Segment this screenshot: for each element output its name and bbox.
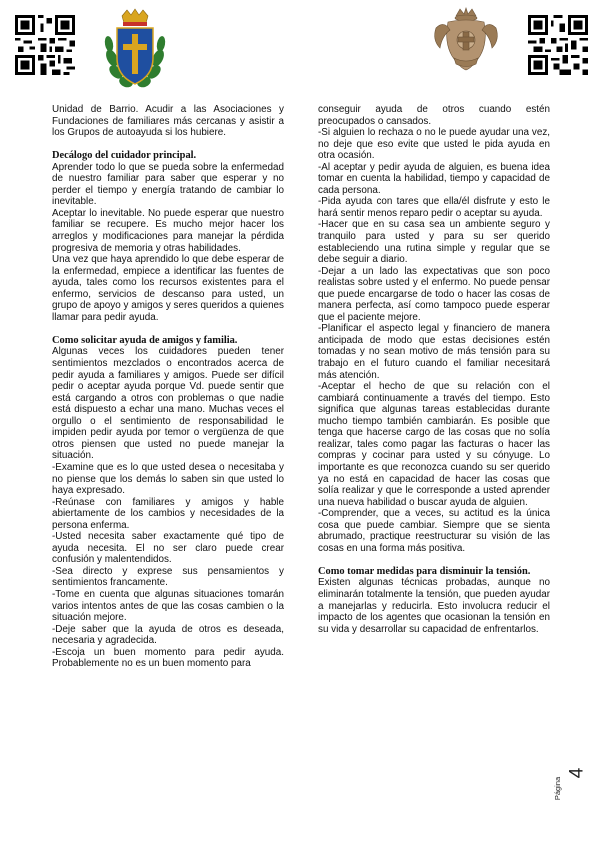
- section-heading: Como solicitar ayuda de amigos y familia.: [52, 334, 238, 346]
- section-heading: Como tomar medidas para disminuir la tensión.: [318, 565, 531, 577]
- page-number: 4: [566, 767, 588, 779]
- paragraph: Aceptar lo inevitable. No puede esperar que nuestro familiar se recupere. Es mucho mejor hacer los arreglos y modificaciones para manejar la pérdida progresiva de memoria y otras habilidades.: [52, 207, 284, 254]
- paragraph: -Si alguien lo rechaza o no le puede ayudar una vez, no deje que eso evite que usted le pida ayuda en otra ocasión.: [318, 127, 550, 162]
- qr-code-icon: [528, 15, 588, 75]
- right-text-column: [318, 104, 550, 635]
- page-label: Página: [553, 776, 563, 801]
- paragraph-gap: [318, 554, 550, 566]
- paragraph: Aprender todo lo que se pueda sobre la enfermedad de nuestro familiar para saber que esperar y no perder el tiempo y energía tratando de cambiar lo inevitable.: [52, 161, 284, 208]
- paragraph: -Tome en cuenta que algunas situaciones tomarán varios intentos antes de que las cosas cambien o la situación mejore.: [52, 588, 284, 624]
- left-text-column: [52, 104, 284, 670]
- paragraph: Una vez que haya aprendido lo que debe esperar de la enfermedad, empiece a identificar las fuentes de ayuda, tales como los recursos existentes para el enfermo, servicios de descanso para usted, un grupo de apoyo y amigos y seres queridos a quienes llamar para pedir ayuda.: [52, 254, 284, 323]
- paragraph: -Sea directo y exprese sus pensamientos y sentimientos francamente.: [52, 565, 284, 589]
- paragraph: -Hacer que en su casa sea un ambiente seguro y tranquilo para usted y para su ser querido estableciendo una rutina simple y regular que se debe seguir a diario.: [318, 219, 550, 266]
- paragraph: -Deje saber que la ayuda de otros es deseada, necesaria y agradecida.: [52, 623, 284, 647]
- paragraph: -Escoja un buen momento para pedir ayuda. Probablemente no es un buen momento para: [52, 646, 284, 670]
- paragraph: conseguir ayuda de otros cuando estén preocupados o cansados.: [318, 104, 550, 127]
- paragraph: -Al aceptar y pedir ayuda de alguien, es buena idea tomar en cuenta la habilidad, tiempo y capacidad de cada persona.: [318, 161, 550, 196]
- paragraph: -Examine que es lo que usted desea o necesitaba y no piense que los demás lo saben sin que usted lo haya expresado.: [52, 461, 284, 497]
- page-number-block: [553, 740, 592, 820]
- paragraph: Existen algunas técnicas probadas, aunque no eliminarán totalmente la tensión, que pueden ayudar a manejarlas y reducirla. Esto involucra reducir el impacto de los agentes que ocasionan la tensión en su vida y desarrollar su capacidad de enfrentarlos.: [318, 577, 550, 635]
- paragraph-gap: [52, 139, 284, 151]
- qr-code-icon: [15, 15, 75, 75]
- paragraph: -Planificar el aspecto legal y financiero de manera anticipada de modo que estas decisiones estén tomadas y no sean motivo de más tensión para su trabajo en el futuro cuando el familiar necesitará más atención.: [318, 323, 550, 381]
- crowned-cross-laurel-emblem-icon: [100, 8, 170, 90]
- paragraph: -Pida ayuda con tares que ella/él disfrute y esto le hará sentir menos reparo pedir o aceptar su ayuda.: [318, 196, 550, 219]
- paragraph: -Reúnase con familiares y amigos y hable abiertamente de los cambios y necesidades de la persona enferma.: [52, 496, 284, 531]
- paragraph: Unidad de Barrio. Acudir a las Asociaciones y Fundaciones de familiares más cercanas y asistir a los Grupos de autoayuda si los hubiere.: [52, 104, 284, 139]
- paragraph: -Dejar a un lado las expectativas que son poco realistas sobre usted y el enfermo. No puede pensar que puede encargarse de todo o hacer las cosas de manera perfecta, así como tampoco puede esperar que el paciente mejore.: [318, 265, 550, 323]
- heraldic-crest-icon: [430, 6, 502, 74]
- paragraph: -Comprender, que a veces, su actitud es la única cosa que puede cambiar. Siempre que se sienta abrumado, practique reestructurar su visión de las cosas en una forma más positiva.: [318, 508, 550, 554]
- paragraph: -Usted necesita saber exactamente qué tipo de ayuda necesita. El no ser claro puede crear confusión y malentendidos.: [52, 531, 284, 566]
- paragraph-gap: [52, 323, 284, 335]
- section-heading: Decálogo del cuidador principal.: [52, 150, 197, 162]
- paragraph: Algunas veces los cuidadores pueden tener sentimientos mezclados o encontrados acerca de pedir ayuda a familiares y amigos. Puede ser difícil pedir o aceptar ayuda porque Vd. puede sentir que está cargando a otros con problemas o que nadie está dispuesto a echar una mano. Muchas veces el orgullo o el sentimiento de responsabilidad le impiden pedir ayuda por temor o vergüenza de que otros piensen que usted no puede manejar la situación.: [52, 346, 284, 462]
- paragraph: -Aceptar el hecho de que su relación con el cambiará continuamente a través del tiempo. Esto significa que algunas tareas establecidas durante mucho tiempo también cambiarán. Es posible que tenga que hacerse cargo de las cosas que no solía realizar, tales como pagar las facturas o hacer las compras y cocinar para usted y su cónyuge. Lo importante es que reconozca cuando su ser querido ya no está en capacidad de hacer las cosas que solía realizar y que le corresponde a usted aprender una nueva habilidad o buscar ayuda de alguien.: [318, 381, 550, 508]
